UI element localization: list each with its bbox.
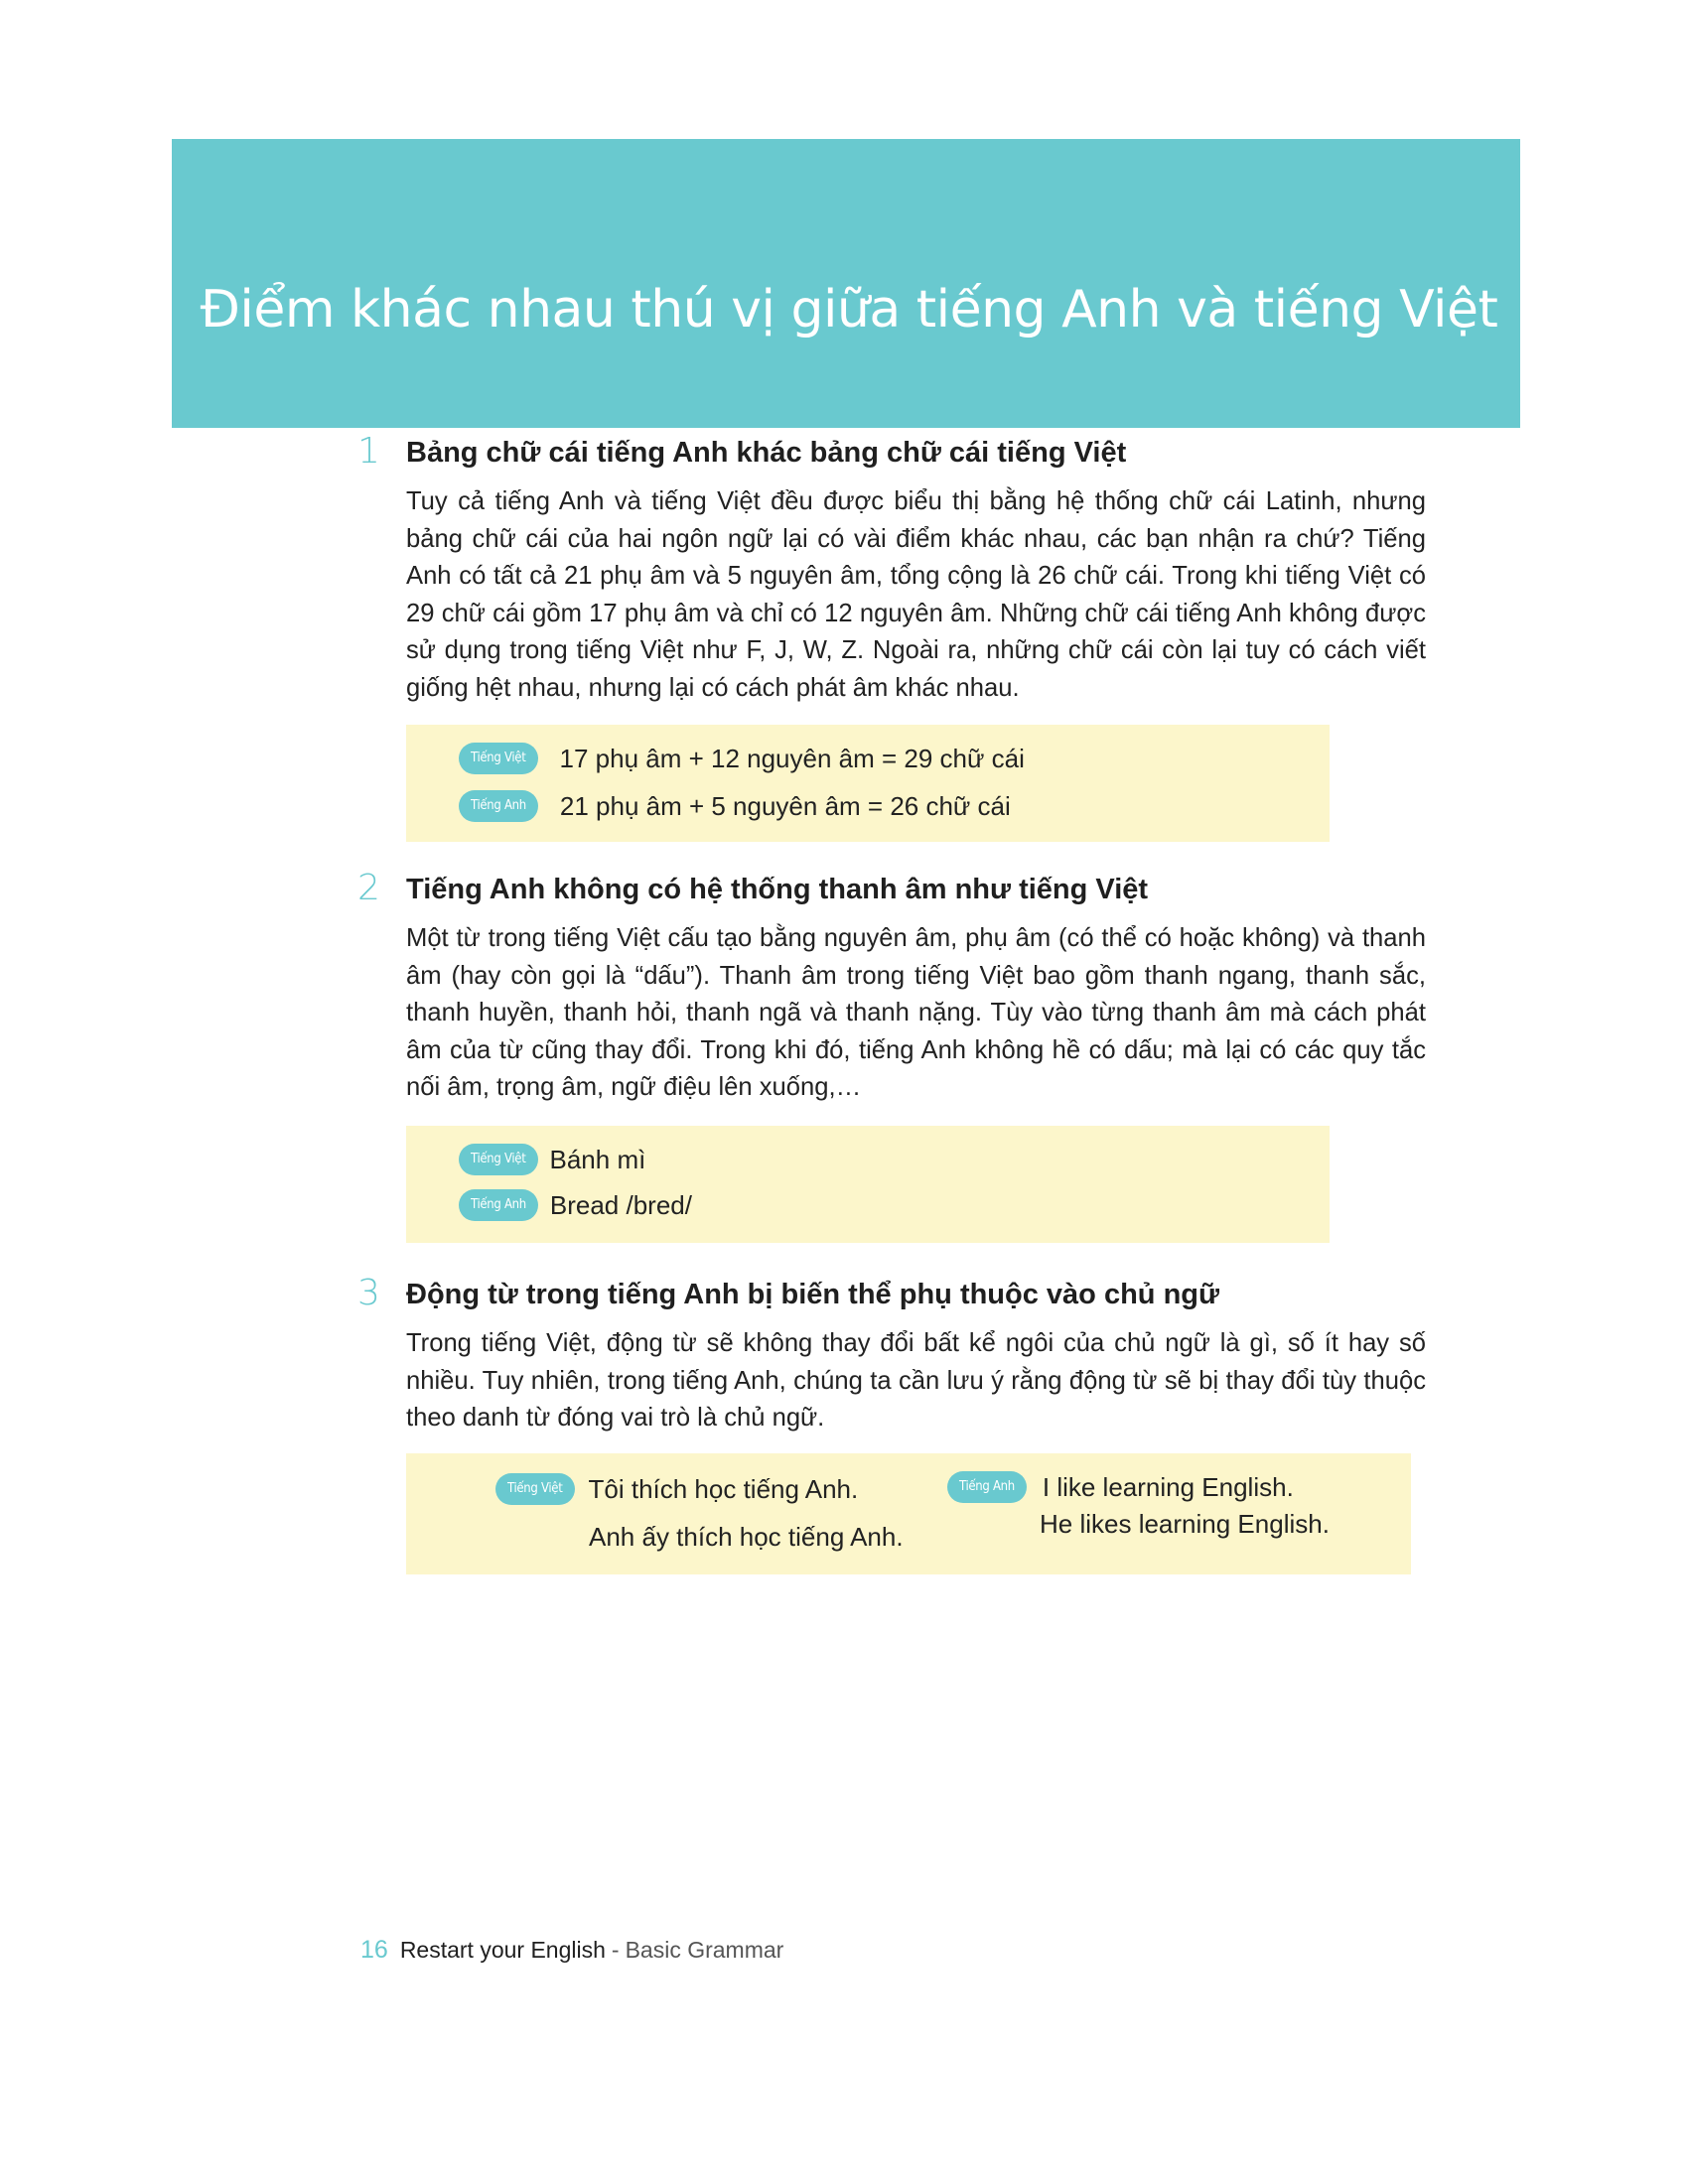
example-box: [406, 1453, 1411, 1574]
section-2: [357, 868, 1430, 1251]
section-body: Trong tiếng Việt, động từ sẽ không thay đổi bất kể ngôi của chủ ngữ là gì, số ít hay số nhiều. Tuy nhiên, trong tiếng Anh, chúng ta cần lưu ý rằng động từ sẽ bị thay đổi tùy thuộc theo danh từ đóng vai trò là chủ ngữ.: [406, 1329, 1426, 1432]
example-box: [406, 725, 1330, 842]
example-text: Tôi thích học tiếng Anh.: [588, 1473, 859, 1504]
tag-tieng-viet: Tiếng Việt: [495, 1473, 575, 1505]
section-heading: Bảng chữ cái tiếng Anh khác bảng chữ cái tiếng Việt: [406, 437, 1127, 469]
example-text: Anh ấy thích học tiếng Anh.: [589, 1522, 904, 1552]
section-number: 2: [357, 868, 380, 908]
example-text: I like learning English.: [1042, 1471, 1294, 1502]
tag-tieng-viet: Tiếng Việt: [459, 743, 538, 774]
example-text: Bánh mì: [549, 1144, 646, 1174]
section-1: [357, 431, 1430, 854]
tag-tieng-anh: Tiếng Anh: [459, 790, 538, 822]
section-number: 1: [357, 431, 380, 472]
page-footer: [360, 1936, 783, 1965]
example-text: He likes learning English.: [1040, 1509, 1330, 1539]
section-heading: Tiếng Anh không có hệ thống thanh âm như tiếng Việt: [406, 874, 1149, 905]
tag-tieng-anh: Tiếng Anh: [459, 1189, 538, 1221]
example-row: [947, 1471, 1294, 1503]
section-number: 3: [357, 1273, 380, 1313]
book-title: Restart your English: [399, 1937, 606, 1963]
example-row: [459, 1189, 692, 1221]
example-row: [495, 1473, 858, 1505]
example-text: Bread /bred/: [549, 1189, 692, 1220]
example-row: [459, 790, 1011, 822]
section-3: [357, 1273, 1430, 1596]
page-title: Điểm khác nhau thú vị giữa tiếng Anh và tiếng Việt: [200, 280, 1498, 340]
section-body: Một từ trong tiếng Việt cấu tạo bằng nguyên âm, phụ âm (có thể có hoặc không) và thanh âm (hay còn gọi là “dấu”). Thanh âm trong tiếng Việt bao gồm thanh ngang, thanh sắc, thanh huyền, thanh hỏi, thanh ngã và thanh nặng. Tùy vào từng thanh âm mà cách phát âm của từ cũng thay đổi. Trong khi đó, tiếng Anh không hề có dấu; mà lại có các quy tắc nối âm, trọng âm, ngữ điệu lên xuống,…: [406, 924, 1426, 1101]
book-subtitle: Basic Grammar: [625, 1937, 784, 1963]
example-row: [459, 743, 1025, 774]
section-body: Tuy cả tiếng Anh và tiếng Việt đều được biểu thị bằng hệ thống chữ cái Latinh, nhưng bảng chữ cái của hai ngôn ngữ lại có vài điểm khác nhau, các bạn nhận ra chứ? Tiếng Anh có tất cả 21 phụ âm và 5 nguyên âm, tổng cộng là 26 chữ cái. Trong khi tiếng Việt có 29 chữ cái gồm 17 phụ âm và chỉ có 12 nguyên âm. Những chữ cái tiếng Anh không được sử dụng trong tiếng Việt như F, J, W, Z. Ngoài ra, những chữ cái còn lại tuy có cách viết giống hệt nhau, nhưng lại có cách phát âm khác nhau.: [406, 487, 1426, 702]
example-row: [459, 1144, 645, 1175]
tag-tieng-anh: Tiếng Anh: [947, 1471, 1027, 1503]
example-text: 21 phụ âm + 5 nguyên âm = 26 chữ cái: [559, 790, 1011, 821]
example-text: 17 phụ âm + 12 nguyên âm = 29 chữ cái: [559, 743, 1025, 773]
tag-tieng-viet: Tiếng Việt: [459, 1144, 538, 1175]
page-number: 16: [360, 1936, 388, 1964]
footer-separator: -: [611, 1937, 620, 1963]
example-box: [406, 1126, 1330, 1243]
section-heading: Động từ trong tiếng Anh bị biến thể phụ thuộc vào chủ ngữ: [406, 1279, 1219, 1310]
